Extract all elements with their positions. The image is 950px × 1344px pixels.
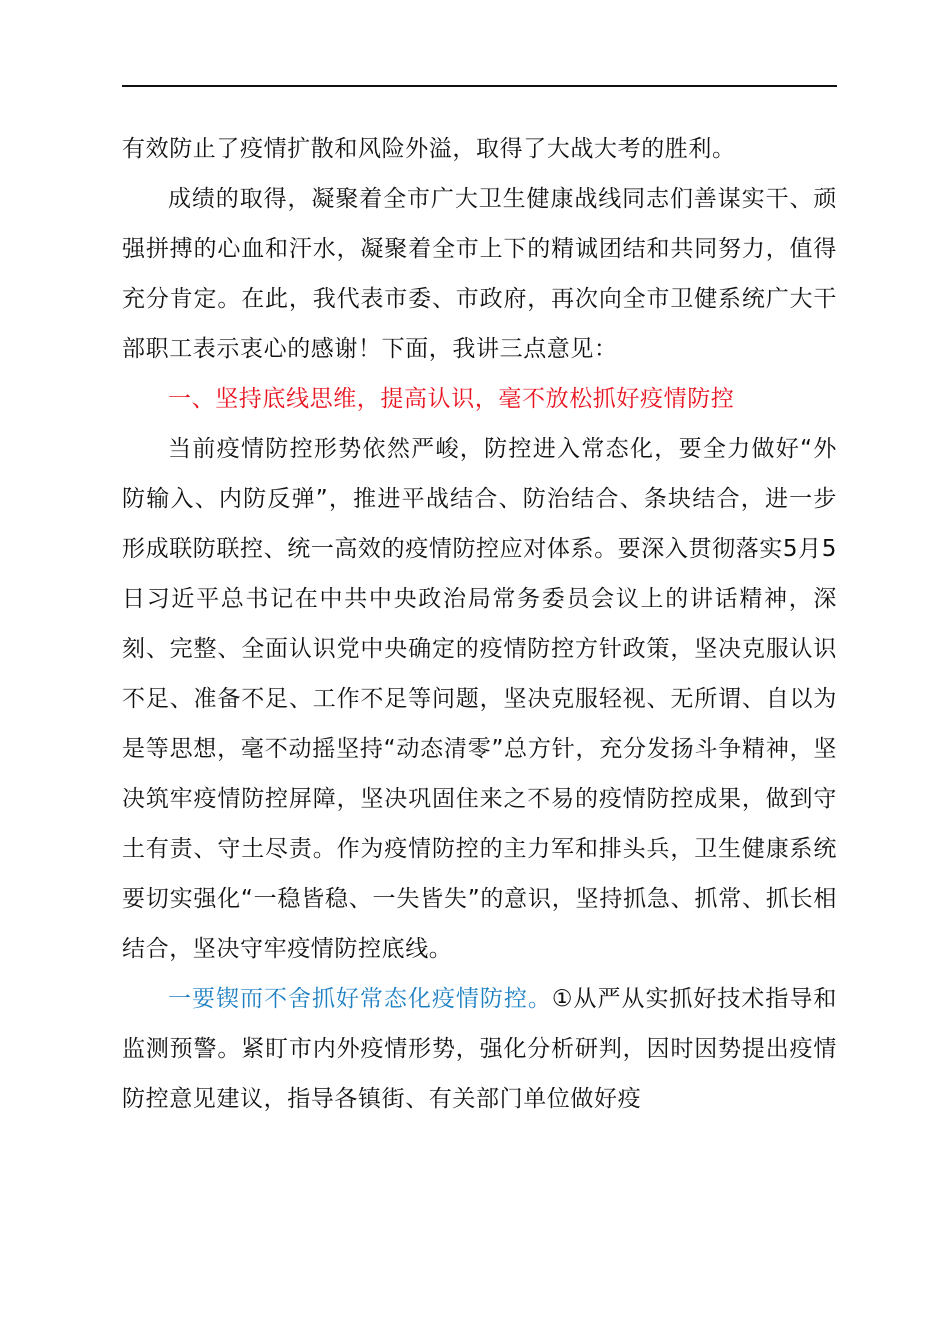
section-heading-1: 一、坚持底线思维，提高认识，毫不放松抓好疫情防控 (168, 386, 735, 412)
paragraph-continued: 有效防止了疫情扩散和风险外溢，取得了大战大考的胜利。 (122, 136, 736, 162)
header-rule (122, 85, 837, 87)
paragraph-first-requirement (122, 974, 837, 1124)
document-body (122, 124, 837, 1124)
subheading-lead: 一要锲而不舍抓好常态化疫情防控。 (168, 986, 552, 1012)
paragraph-achievements: 成绩的取得，凝聚着全市广大卫生健康战线同志们善谋实干、顽强拼搏的心血和汗水，凝聚着全市上下的精诚团结和共同努力，值得充分肯定。在此，我代表市委、市政府，再次向全市卫健系统广大干部职工表示衷心的感谢！下面，我讲三点意见： (122, 186, 837, 362)
paragraph-epidemic-control: 当前疫情防控形势依然严峻，防控进入常态化，要全力做好“外防输入、内防反弹”，推进平战结合、防治结合、条块结合，进一步形成联防联控、统一高效的疫情防控应对体系。要深入贯彻落实5月5日习近平总书记在中共中央政治局常务委员会议上的讲话精神，深刻、完整、全面认识党中央确定的疫情防控方针政策，坚决克服认识不足、准备不足、工作不足等问题，坚决克服轻视、无所谓、自以为是等思想，毫不动摇坚持“动态清零”总方针，充分发扬斗争精神，坚决筑牢疫情防控屏障，坚决巩固住来之不易的疫情防控成果，做到守土有责、守土尽责。作为疫情防控的主力军和排头兵，卫生健康系统要切实强化“一稳皆稳、一失皆失”的意识，坚持抓急、抓常、抓长相结合，坚决守牢疫情防控底线。 (122, 436, 837, 962)
subheading-body: ①从严从实抓好技术指导和监测预警。紧盯市内外疫情形势，强化分析研判，因时因势提出疫情防控意见建议，指导各镇街、有关部门单位做好疫 (122, 986, 837, 1112)
